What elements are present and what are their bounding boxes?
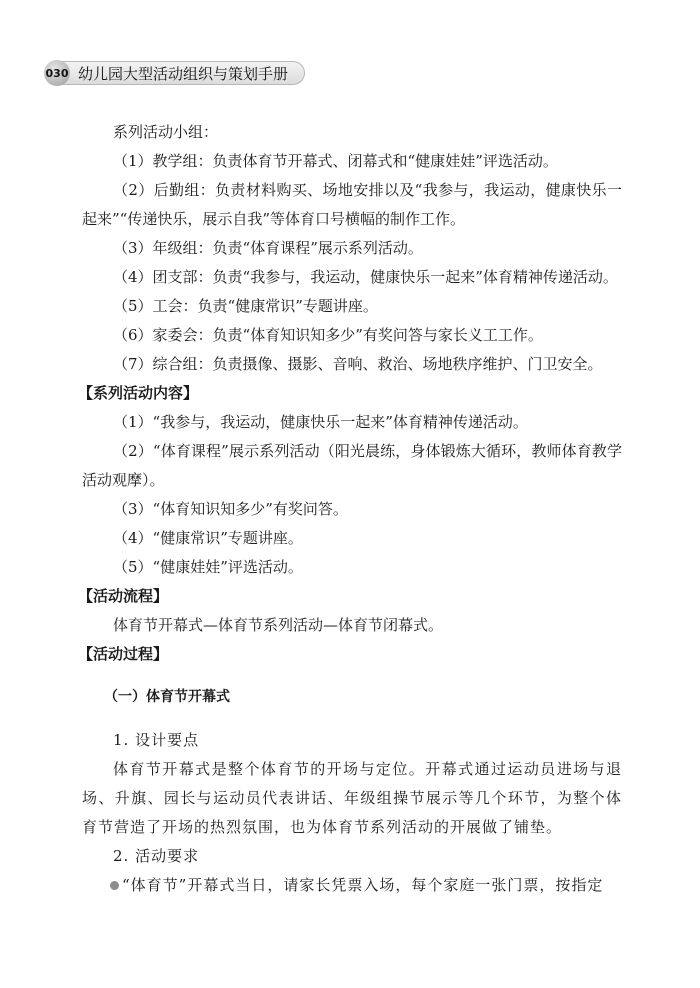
series-item-4: （4）“健康常识”专题讲座。 bbox=[113, 529, 303, 547]
series-item-3: （3）“体育知识知多少”有奖问答。 bbox=[113, 500, 348, 518]
design-text: 体育节开幕式是整个体育节的开场与定位。开幕式通过运动员进场与退场、升旗、园长与运动员代表讲话、年级组操节展示等几个环节，为整个体育节营造了开场的热烈氛围，也为体育节系列活动的开展做了铺垫。 bbox=[82, 760, 622, 836]
page-number-badge bbox=[44, 60, 70, 86]
group-item-4: （4）团支部：负责“我参与，我运动，健康快乐一起来”体育精神传递活动。 bbox=[113, 268, 618, 286]
group-intro: 系列活动小组： bbox=[113, 123, 219, 141]
series-item-5: （5）“健康娃娃”评选活动。 bbox=[113, 558, 303, 576]
group-item-7: （7）综合组：负责摄像、摄影、音响、救治、场地秩序维护、门卫安全。 bbox=[113, 355, 603, 373]
page-number: 030 bbox=[45, 66, 69, 80]
flow-text: 体育节开幕式—体育节系列活动—体育节闭幕式。 bbox=[113, 616, 444, 634]
header-title-tab bbox=[62, 61, 305, 85]
group-item-1: （1）教学组：负责体育节开幕式、闭幕式和“健康娃娃”评选活动。 bbox=[113, 152, 558, 170]
group-item-5: （5）工会：负责“健康常识”专题讲座。 bbox=[113, 297, 378, 315]
series-heading: 【系列活动内容】 bbox=[78, 384, 199, 402]
requirements-title: 2. 活动要求 bbox=[113, 847, 200, 865]
bullet-dot-icon bbox=[110, 881, 119, 890]
requirement-item-1 bbox=[110, 871, 622, 900]
group-item-6: （6）家委会：负责“体育知识知多少”有奖问答与家长义工工作。 bbox=[113, 326, 543, 344]
page-header bbox=[44, 60, 305, 86]
series-item-1: （1）“我参与，我运动，健康快乐一起来”体育精神传递活动。 bbox=[113, 413, 528, 431]
book-title: 幼儿园大型活动组织与策划手册 bbox=[78, 64, 289, 83]
group-item-3: （3）年级组：负责“体育课程”展示系列活动。 bbox=[113, 239, 423, 257]
process-heading: 【活动过程】 bbox=[78, 645, 169, 663]
requirement-text: “体育节”开幕式当日，请家长凭票入场，每个家庭一张门票，按指定 bbox=[122, 876, 604, 894]
opening-subheading: （一）体育节开幕式 bbox=[104, 689, 230, 705]
page-body bbox=[78, 118, 622, 900]
design-title: 1. 设计要点 bbox=[113, 731, 200, 749]
flow-heading: 【活动流程】 bbox=[78, 587, 169, 605]
group-item-2: （2）后勤组：负责材料购买、场地安排以及“我参与，我运动，健康快乐一起来”“传递快乐，展示自我”等体育口号横幅的制作工作。 bbox=[82, 181, 622, 228]
series-item-2: （2）“体育课程”展示系列活动（阳光晨练，身体锻炼大循环，教师体育教学活动观摩）。 bbox=[82, 442, 622, 489]
